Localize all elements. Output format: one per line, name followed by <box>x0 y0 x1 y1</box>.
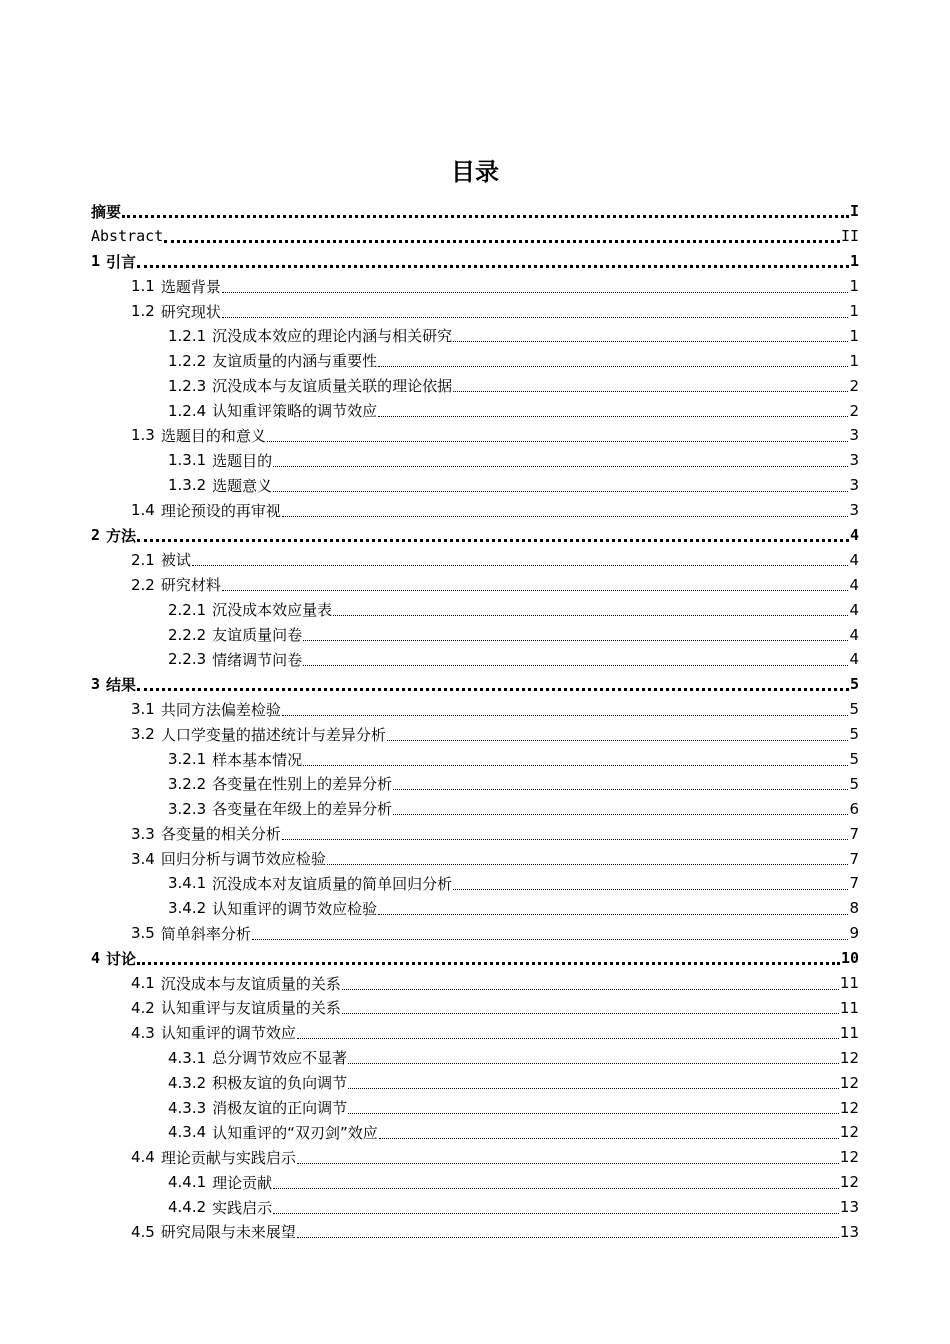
toc-entry-number: 4.3 <box>131 1023 155 1042</box>
toc-entry-title: 方法 <box>106 526 137 545</box>
toc-entry[interactable] <box>0 523 950 548</box>
toc-dot-leader <box>137 962 840 965</box>
toc-dot-leader <box>297 1163 839 1164</box>
toc-entry-number: 3 <box>91 675 101 694</box>
toc-entry-number: 4.1 <box>131 974 155 993</box>
toc-entry[interactable] <box>0 373 950 398</box>
toc-entry-page: 2 <box>849 401 859 420</box>
toc-entry-number: 1.2 <box>131 302 155 320</box>
toc-entry[interactable] <box>0 796 950 821</box>
toc-entry-number: 4.4.2 <box>168 1198 207 1217</box>
toc-entry-title: 选题目的和意义 <box>160 426 266 445</box>
toc-entry-number: 1.2.1 <box>168 326 207 345</box>
toc-entry-title: 引言 <box>106 252 137 271</box>
toc-entry-page: 5 <box>849 700 859 719</box>
toc-dot-leader <box>303 765 848 766</box>
toc-entry-number: 4.2 <box>131 998 155 1017</box>
toc-dot-leader <box>222 317 849 318</box>
toc-entry-page: 4 <box>849 600 859 619</box>
toc-entry-title: Abstract <box>91 227 164 246</box>
toc-entry-title: 选题意义 <box>212 476 273 495</box>
toc-entry-number: 3.4.2 <box>168 899 207 918</box>
toc-dot-leader <box>327 864 849 865</box>
toc-entry-title: 友谊质量问卷 <box>212 626 303 645</box>
toc-entry-title: 沉没成本与友谊质量关联的理论依据 <box>212 377 453 396</box>
toc-entry-page: 3 <box>849 476 859 495</box>
toc-dot-leader <box>273 1213 839 1214</box>
toc-entry-page: 4 <box>849 625 859 644</box>
toc-entry-number: 2.2.2 <box>168 625 207 644</box>
toc-dot-leader <box>378 366 848 367</box>
toc-dot-leader <box>387 740 849 741</box>
toc-dot-leader <box>342 989 839 990</box>
toc-entry-number: 4.4.1 <box>168 1173 207 1192</box>
toc-dot-leader <box>393 814 848 815</box>
toc-entry-title: 研究局限与未来展望 <box>160 1223 296 1242</box>
toc-entry-title: 简单斜率分析 <box>160 924 251 943</box>
toc-entry-page: 6 <box>849 799 859 818</box>
toc-entry-page: 5 <box>849 774 859 793</box>
toc-entry[interactable] <box>0 1020 950 1045</box>
toc-dot-leader <box>222 292 849 293</box>
toc-entry[interactable] <box>0 971 950 996</box>
toc-entry-title: 沉没成本对友谊质量的简单回归分析 <box>212 874 453 893</box>
toc-entry-title: 理论贡献与实践启示 <box>160 1148 296 1167</box>
toc-entry[interactable] <box>0 274 950 299</box>
toc-entry[interactable] <box>0 423 950 448</box>
toc-dot-leader <box>137 539 849 542</box>
toc-entry[interactable] <box>0 871 950 896</box>
toc-entry-page: 4 <box>849 650 859 669</box>
toc-entry-number: 1.2.2 <box>168 351 207 370</box>
toc-entry-page: 1 <box>849 351 859 370</box>
toc-entry[interactable] <box>0 946 950 971</box>
toc-entry-page: 9 <box>849 924 859 943</box>
toc-entry[interactable] <box>0 448 950 473</box>
toc-entry-number: 4.5 <box>131 1222 155 1241</box>
toc-entry[interactable] <box>0 1070 950 1095</box>
toc-entry-title: 消极友谊的正向调节 <box>212 1099 348 1117</box>
page-title: 目录 <box>451 158 499 186</box>
toc-entry-title: 理论贡献 <box>212 1173 273 1192</box>
toc-dot-leader <box>267 441 849 442</box>
toc-entry-title: 认知重评与友谊质量的关系 <box>160 999 341 1018</box>
toc-entry-title: 沉没成本效应的理论内涵与相关研究 <box>212 327 453 346</box>
toc-entry-page: 2 <box>849 376 859 395</box>
toc-entry-page: 3 <box>849 426 859 445</box>
toc-entry-title: 情绪调节问卷 <box>212 650 303 669</box>
toc-entry[interactable] <box>0 597 950 622</box>
toc-entry-page: 3 <box>849 451 859 470</box>
toc-entry-number: 3.4 <box>131 849 155 868</box>
toc-entry-title: 理论预设的再审视 <box>160 501 281 520</box>
toc-entry-title: 被试 <box>160 551 191 570</box>
toc-entry-page: 12 <box>839 1173 859 1192</box>
toc-dot-leader <box>378 914 848 915</box>
toc-entry-page: 4 <box>849 575 859 594</box>
toc-entry[interactable] <box>0 896 950 921</box>
toc-entry-number: 2 <box>91 526 101 545</box>
toc-entry-number: 3.2.2 <box>168 774 207 793</box>
toc-entry-page: 11 <box>839 1023 859 1042</box>
toc-entry-page: 3 <box>849 501 859 520</box>
toc-dot-leader <box>273 1188 839 1189</box>
toc-entry-title: 实践启示 <box>212 1198 273 1217</box>
toc-dot-leader <box>273 466 848 467</box>
toc-entry[interactable] <box>0 348 950 373</box>
toc-entry-title: 各变量在性别上的差异分析 <box>212 775 393 794</box>
toc-entry-title: 各变量在年级上的差异分析 <box>212 800 393 819</box>
toc-entry-number: 3.2.1 <box>168 750 207 769</box>
toc-entry-number: 1.1 <box>131 277 155 296</box>
toc-entry[interactable] <box>0 1195 950 1220</box>
toc-entry[interactable] <box>0 846 950 871</box>
toc-entry[interactable] <box>0 224 950 249</box>
toc-entry-page: 11 <box>839 974 859 993</box>
toc-entry-page: 4 <box>849 550 859 569</box>
toc-entry-title: 回归分析与调节效应检验 <box>160 850 326 869</box>
toc-entry-page: 4 <box>849 526 859 545</box>
toc-entry-number: 2.2.3 <box>168 650 207 669</box>
toc-entry[interactable] <box>0 398 950 423</box>
toc-entry-number: 1.3 <box>131 426 155 445</box>
toc-entry-page: 1 <box>849 277 859 296</box>
toc-entry-title: 选题背景 <box>160 277 221 296</box>
toc-entry[interactable] <box>0 299 950 324</box>
toc-entry[interactable] <box>0 199 950 224</box>
toc-entry-number: 4.3.1 <box>168 1048 207 1067</box>
toc-entry-page: I <box>849 202 859 221</box>
toc-entry-page: 7 <box>849 874 859 893</box>
toc-dot-leader <box>222 590 849 591</box>
toc-entry-title: 摘要 <box>91 202 122 221</box>
toc-entry[interactable] <box>0 622 950 647</box>
toc-entry[interactable] <box>0 572 950 597</box>
toc-entry-title: 人口学变量的描述统计与差异分析 <box>160 725 386 744</box>
toc-entry-number: 1.2.4 <box>168 401 207 420</box>
toc-entry[interactable] <box>0 647 950 672</box>
toc-entry[interactable] <box>0 1120 950 1145</box>
toc-entry-number: 4.3.4 <box>168 1123 207 1142</box>
toc-entry-number: 1.2.3 <box>168 376 207 395</box>
toc-dot-leader <box>348 1063 839 1064</box>
toc-entry-title: 认知重评的调节效应检验 <box>212 899 378 918</box>
toc-dot-leader <box>379 1138 839 1139</box>
toc-entry-title: 各变量的相关分析 <box>160 825 281 844</box>
toc-entry[interactable] <box>0 1095 950 1120</box>
toc-entry-title: 研究材料 <box>160 576 221 595</box>
toc-entry-title: 总分调节效应不显著 <box>212 1049 348 1068</box>
toc-entry-number: 1 <box>91 252 101 271</box>
toc-entry-number: 1.3.2 <box>168 476 207 495</box>
toc-dot-leader <box>297 1237 839 1238</box>
toc-entry-number: 3.2.3 <box>168 799 207 818</box>
toc-entry-title: 沉没成本效应量表 <box>212 601 333 620</box>
toc-dot-leader <box>164 240 840 243</box>
toc-entry-title: 积极友谊的负向调节 <box>212 1074 348 1093</box>
toc-entry-page: 11 <box>839 998 859 1017</box>
toc-entry[interactable] <box>0 996 950 1021</box>
toc-entry-page: 1 <box>849 252 859 271</box>
toc-entry[interactable] <box>0 747 950 772</box>
toc-entry-title: 选题目的 <box>212 451 273 470</box>
toc-dot-leader <box>378 416 848 417</box>
toc-entry-page: 5 <box>849 675 859 694</box>
toc-dot-leader <box>303 640 848 641</box>
toc-entry-page: 10 <box>840 949 859 968</box>
toc-entry[interactable] <box>0 697 950 722</box>
toc-entry-number: 3.1 <box>131 700 155 719</box>
toc-entry-title: 友谊质量的内涵与重要性 <box>212 352 378 371</box>
toc-entry[interactable] <box>0 1220 950 1245</box>
toc-entry[interactable] <box>0 547 950 572</box>
toc-dot-leader <box>333 615 848 616</box>
toc-dot-leader <box>273 491 848 492</box>
toc-entry-page: 12 <box>839 1098 859 1117</box>
toc-entry-title: 认知重评的调节效应 <box>160 1024 296 1043</box>
toc-entry-number: 4.3.3 <box>168 1098 207 1117</box>
toc-dot-leader <box>137 265 849 268</box>
toc-dot-leader <box>348 1113 839 1114</box>
toc-entry[interactable] <box>0 1170 950 1195</box>
toc-entry-title: 结果 <box>106 675 137 694</box>
toc-dot-leader <box>297 1038 839 1039</box>
toc-entry-number: 4 <box>91 949 101 968</box>
toc-dot-leader <box>453 391 848 392</box>
toc-dot-leader <box>122 215 849 218</box>
toc-dot-leader <box>453 341 848 342</box>
toc-entry-page: 5 <box>849 750 859 769</box>
toc-entry-title: 认知重评的“双刃剑”效应 <box>212 1123 378 1142</box>
toc-entry-page: 5 <box>849 725 859 744</box>
toc-dot-leader <box>282 839 849 840</box>
toc-entry-number: 2.1 <box>131 550 155 569</box>
toc-entry-page: 13 <box>839 1198 859 1217</box>
toc-entry-title: 讨论 <box>106 949 137 968</box>
toc-entry[interactable] <box>0 249 950 274</box>
toc-dot-leader <box>252 939 849 940</box>
toc-entry-number: 4.3.2 <box>168 1073 207 1092</box>
toc-entry-title: 共同方法偏差检验 <box>160 700 281 719</box>
toc-entry-number: 1.4 <box>131 501 155 520</box>
toc-entry-page: 8 <box>849 899 859 918</box>
toc-entry-page: II <box>840 227 859 246</box>
toc-entry-page: 12 <box>839 1048 859 1067</box>
toc-entry-page: 7 <box>849 824 859 843</box>
toc-entry-number: 4.4 <box>131 1148 155 1167</box>
toc-dot-leader <box>303 665 848 666</box>
toc-entry[interactable] <box>0 771 950 796</box>
toc-entry-title: 认知重评策略的调节效应 <box>212 402 378 421</box>
toc-entry[interactable] <box>0 921 950 946</box>
toc-entry-number: 3.5 <box>131 924 155 943</box>
toc-entry[interactable] <box>0 672 950 697</box>
toc-entry-page: 1 <box>849 302 859 320</box>
toc-entry-page: 1 <box>849 326 859 345</box>
toc-dot-leader <box>342 1013 839 1014</box>
toc-dot-leader <box>453 889 848 890</box>
toc-entry-number: 2.2.1 <box>168 600 207 619</box>
toc-entry-title: 研究现状 <box>160 302 221 321</box>
toc-dot-leader <box>282 715 849 716</box>
toc-entry[interactable] <box>0 1145 950 1170</box>
toc-entry-title: 样本基本情况 <box>212 750 303 769</box>
toc-dot-leader <box>192 565 849 566</box>
toc-entry[interactable] <box>0 1045 950 1070</box>
table-of-contents <box>0 199 950 1244</box>
toc-entry[interactable] <box>0 473 950 498</box>
toc-entry-number: 1.3.1 <box>168 451 207 470</box>
toc-entry-number: 3.3 <box>131 824 155 843</box>
toc-entry[interactable] <box>0 821 950 846</box>
toc-entry[interactable] <box>0 498 950 523</box>
toc-dot-leader <box>282 516 849 517</box>
toc-entry-page: 12 <box>839 1073 859 1092</box>
toc-entry-number: 3.2 <box>131 725 155 744</box>
toc-entry-number: 3.4.1 <box>168 874 207 893</box>
toc-entry[interactable] <box>0 323 950 348</box>
toc-dot-leader <box>348 1088 839 1089</box>
toc-dot-leader <box>393 789 848 790</box>
toc-entry-page: 13 <box>839 1222 859 1241</box>
toc-entry-page: 12 <box>839 1123 859 1142</box>
toc-dot-leader <box>137 688 849 691</box>
toc-entry-page: 7 <box>849 849 859 868</box>
toc-entry-page: 12 <box>839 1148 859 1167</box>
toc-entry[interactable] <box>0 722 950 747</box>
toc-entry-number: 2.2 <box>131 575 155 594</box>
toc-entry-title: 沉没成本与友谊质量的关系 <box>160 974 341 993</box>
